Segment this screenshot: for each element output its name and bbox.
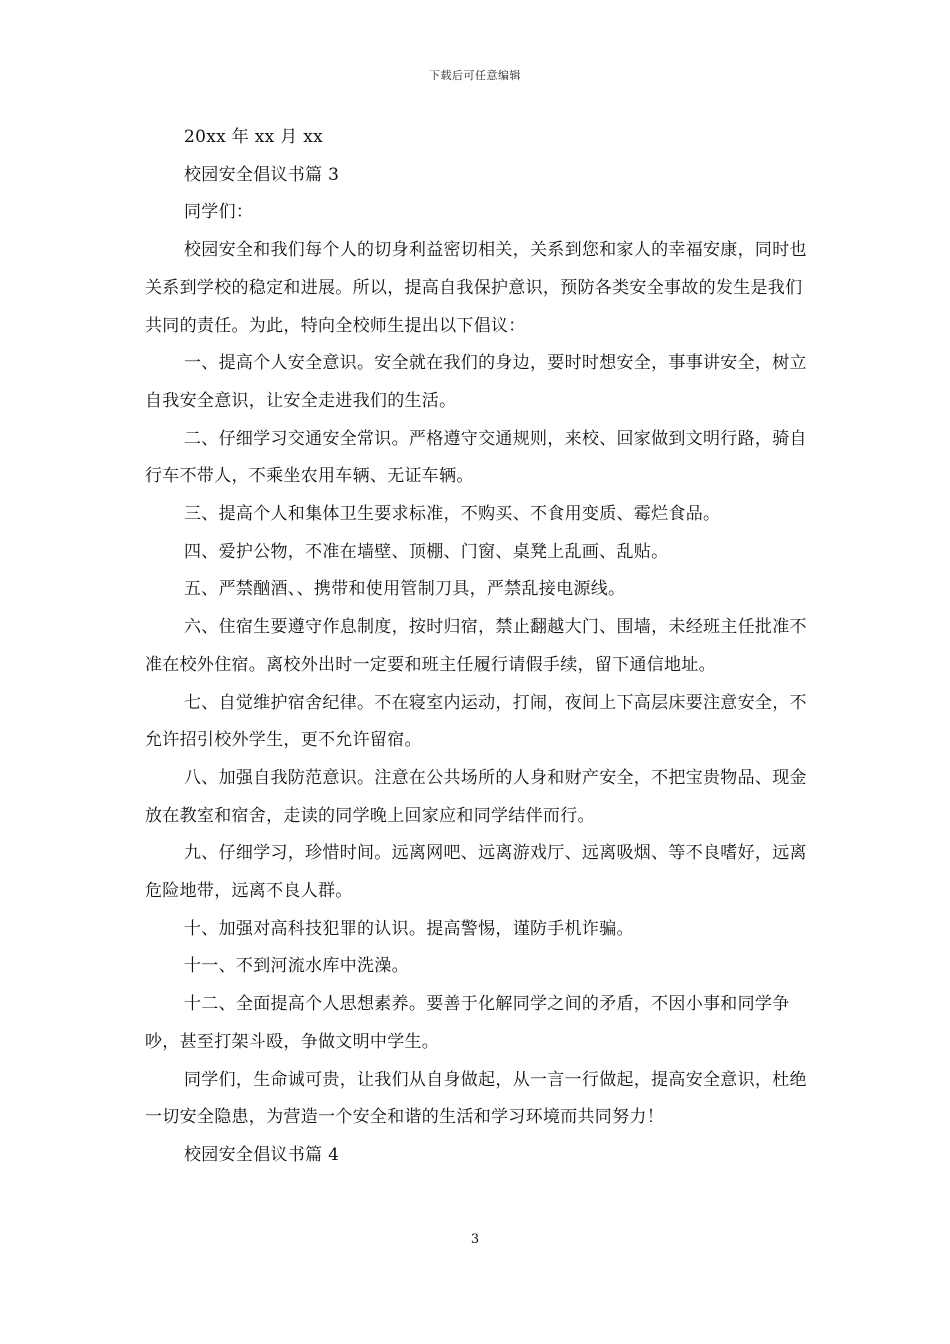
section-title: 校园安全倡议书篇 3 [184,164,340,185]
proposal-item: 十二、全面提高个人思想素养。要善于化解同学之间的矛盾，不因小事和同学争吵，甚至打架斗殴，争做文明中学生。 [145,994,790,1052]
header-note: 下载后可任意编辑 [429,69,521,82]
salutation: 同学们： [184,202,254,223]
proposal-item: 六、住宿生要遵守作息制度，按时归宿，禁止翻越大门、围墙，未经班主任批准不准在校外住宿。离校外出时一定要和班主任履行请假手续，留下通信地址。 [145,617,807,675]
intro-paragraph: 校园安全和我们每个人的切身利益密切相关，关系到您和家人的幸福安康，同时也关系到学校的稳定和进展。所以，提高自我保护意识，预防各类安全事故的发生是我们共同的责任。为此，特向全校师生提出以下倡议： [145,240,807,336]
date-line: 20xx 年 xx 月 xx [184,127,323,147]
proposal-item: 五、严禁酗酒、、携带和使用管制刀具，严禁乱接电源线。 [184,579,626,600]
page-number: 3 [470,1232,480,1247]
proposal-item: 八、加强自我防范意识。注意在公共场所的人身和财产安全，不把宝贵物品、现金放在教室和宿舍，走读的同学晚上回家应和同学结伴而行。 [145,767,807,826]
proposal-item: 七、自觉维护宿舍纪律。不在寝室内运动，打闹，夜间上下高层床要注意安全，不允许招引校外学生，更不允许留宿。 [145,692,807,751]
proposal-item: 九、仔细学习，珍惜时间。远离网吧、远离游戏厅、远离吸烟、等不良嗜好，远离危险地带，远离不良人群。 [145,843,807,902]
proposal-item: 一、提高个人安全意识。安全就在我们的身边，要时时想安全，事事讲安全，树立自我安全意识，让安全走进我们的生活。 [145,353,807,411]
proposal-item: 四、爱护公物，不准在墙壁、顶棚、门窗、桌凳上乱画、乱贴。 [184,541,669,562]
document-body [145,119,809,1175]
closing-paragraph: 同学们，生命诚可贵，让我们从自身做起，从一言一行做起，提高安全意识，杜绝一切安全隐患，为营造一个安全和谐的生活和学习环境而共同努力！ [145,1069,807,1128]
section-title: 校园安全倡议书篇 4 [184,1144,340,1165]
proposal-item: 十一、不到河流水库中洗澡。 [184,956,409,977]
proposal-item: 二、仔细学习交通安全常识。严格遵守交通规则，来校、回家做到文明行路，骑自行车不带人，不乘坐农用车辆、无证车辆。 [145,428,807,487]
proposal-item: 十、加强对高科技犯罪的认识。提高警惕，谨防手机诈骗。 [184,918,634,939]
proposal-item: 三、提高个人和集体卫生要求标准，不购买、不食用变质、霉烂食品。 [184,504,721,525]
